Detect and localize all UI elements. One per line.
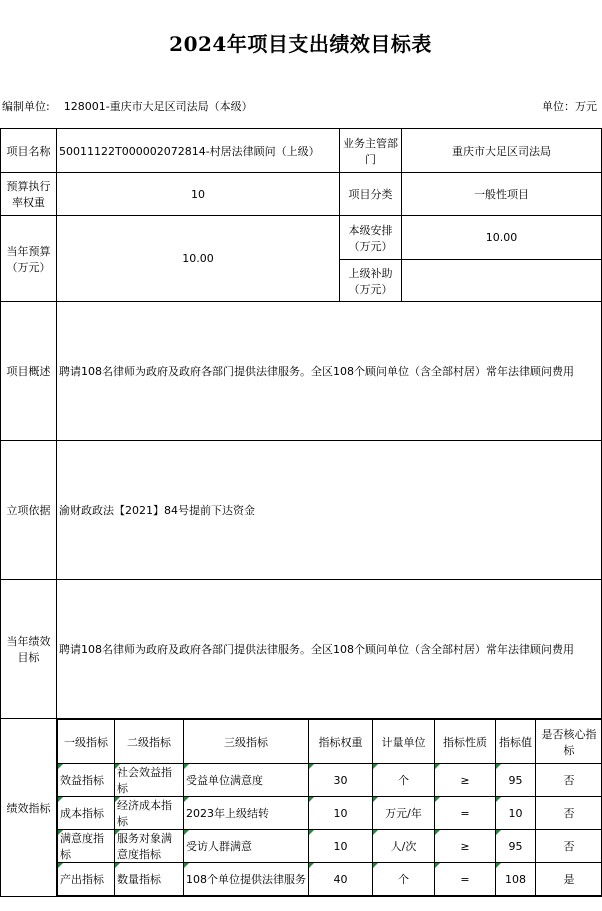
level2-indicator: 数量指标	[115, 863, 184, 896]
level3-indicator: 受访人群满意	[184, 830, 309, 863]
perf-header-cell: 计量单位	[373, 720, 435, 764]
basis-label: 立项依据	[1, 441, 57, 580]
perf-header-row	[58, 720, 602, 764]
level3-indicator: 2023年上级结转	[184, 797, 309, 830]
level2-indicator: 服务对象满意度指标	[115, 830, 184, 863]
is-core-indicator: 否	[536, 764, 602, 797]
indicator-nature: ≥	[435, 764, 496, 797]
weight-label: 预算执行率权重	[1, 173, 57, 216]
goal-label: 当年绩效目标	[1, 580, 57, 719]
measure-unit: 个	[373, 764, 435, 797]
perf-header-cell: 三级指标	[184, 720, 309, 764]
indicator-nature: =	[435, 797, 496, 830]
indicator-value: 95	[496, 764, 536, 797]
indicator-weight: 10	[309, 797, 373, 830]
indicator-weight: 30	[309, 764, 373, 797]
indicator-value: 108	[496, 863, 536, 896]
level3-indicator: 108个单位提供法律服务	[184, 863, 309, 896]
measure-unit: 万元/年	[373, 797, 435, 830]
indicator-nature: ≥	[435, 830, 496, 863]
table-row	[58, 863, 602, 896]
is-core-indicator: 否	[536, 797, 602, 830]
table-row	[58, 830, 602, 863]
measure-unit: 个	[373, 863, 435, 896]
overview-label: 项目概述	[1, 302, 57, 441]
dept-value: 重庆市大足区司法局	[402, 129, 602, 173]
overview-value: 聘请108名律师为政府及政府各部门提供法律服务。全区108个顾问单位（含全部村居）常年法律顾问费用	[57, 302, 602, 441]
perf-header-cell: 一级指标	[58, 720, 115, 764]
level2-indicator: 经济成本指标	[115, 797, 184, 830]
is-core-indicator: 是	[536, 863, 602, 896]
perf-indicators-cell	[57, 719, 602, 897]
local-value: 10.00	[402, 216, 602, 260]
basis-value: 渝财政政法【2021】84号提前下达资金	[57, 441, 602, 580]
budget-label: 当年预算（万元）	[1, 216, 57, 302]
project-name-label: 项目名称	[1, 129, 57, 173]
subsidy-value	[402, 260, 602, 302]
perf-header-cell: 指标值	[496, 720, 536, 764]
perf-indicators-table	[57, 719, 602, 896]
indicator-weight: 40	[309, 863, 373, 896]
measure-unit: 人/次	[373, 830, 435, 863]
subsidy-label: 上级补助（万元）	[340, 260, 402, 302]
dept-label: 业务主管部门	[340, 129, 402, 173]
perf-header-cell: 是否核心指标	[536, 720, 602, 764]
level1-indicator: 成本指标	[58, 797, 115, 830]
unit-label: 编制单位:	[2, 100, 50, 113]
goal-value: 聘请108名律师为政府及政府各部门提供法律服务。全区108个顾问单位（含全部村居）常年法律顾问费用	[57, 580, 602, 719]
currency-unit: 单位：万元	[542, 100, 597, 113]
table-row	[58, 797, 602, 830]
category-value: 一般性项目	[402, 173, 602, 216]
local-label: 本级安排（万元）	[340, 216, 402, 260]
project-name-value: 50011122T000002072814-村居法律顾问（上级）	[57, 129, 340, 173]
is-core-indicator: 否	[536, 830, 602, 863]
target-table	[0, 128, 602, 897]
level2-indicator: 社会效益指标	[115, 764, 184, 797]
indicator-value: 95	[496, 830, 536, 863]
unit-info	[2, 86, 253, 126]
perf-header-cell: 指标性质	[435, 720, 496, 764]
indicator-weight: 10	[309, 830, 373, 863]
perf-header-cell: 指标权重	[309, 720, 373, 764]
perf-header-cell: 二级指标	[115, 720, 184, 764]
indicator-value: 10	[496, 797, 536, 830]
level1-indicator: 满意度指标	[58, 830, 115, 863]
level3-indicator: 受益单位满意度	[184, 764, 309, 797]
category-label: 项目分类	[340, 173, 402, 216]
indicator-nature: =	[435, 863, 496, 896]
level1-indicator: 效益指标	[58, 764, 115, 797]
weight-value: 10	[57, 173, 340, 216]
level1-indicator: 产出指标	[58, 863, 115, 896]
table-row	[58, 764, 602, 797]
unit-value: 128001-重庆市大足区司法局（本级）	[63, 100, 253, 113]
perf-label: 绩效指标	[1, 719, 57, 897]
budget-value: 10.00	[57, 216, 340, 302]
sheet-title: 2024年项目支出绩效目标表	[169, 31, 432, 56]
